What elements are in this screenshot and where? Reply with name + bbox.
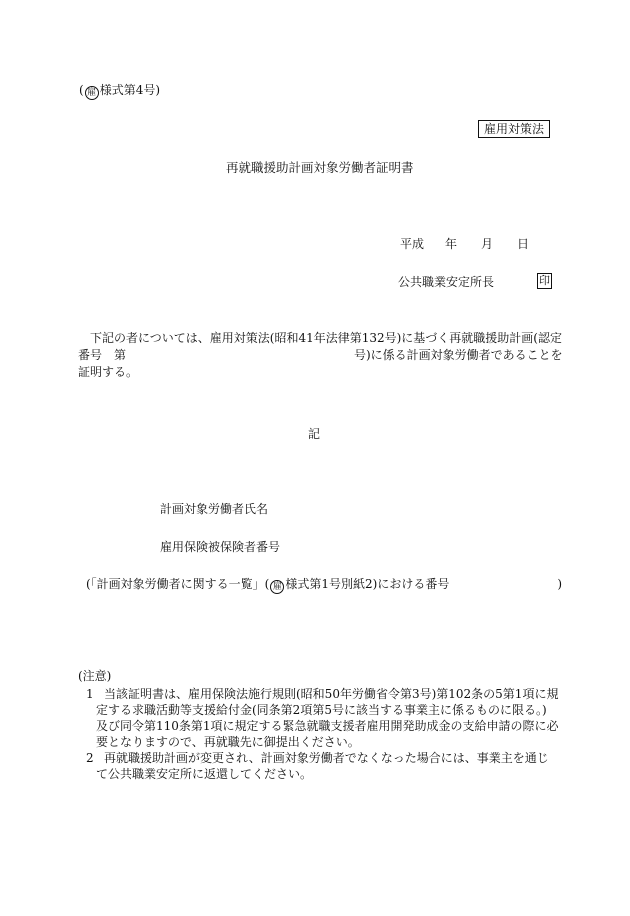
law-tag: 雇用対策法 (478, 120, 550, 138)
note-number: 2 (86, 751, 94, 765)
paragraph-line: 下記の者については、雇用対策法(昭和41年法律第132号)に基づく再就職援助計画(認定 (78, 331, 562, 345)
date-era: 平成 (400, 237, 425, 251)
paragraph-line: 証明する。 (78, 365, 139, 379)
notes-heading: (注意) (78, 669, 112, 683)
list-number-label (86, 576, 562, 594)
date-day: 日 (517, 237, 530, 251)
form-label-prefix: ( (79, 83, 84, 97)
certification-paragraph (78, 330, 563, 381)
note-item (86, 750, 550, 782)
form-label (79, 82, 160, 100)
list-number-prefix: (「計画対象労働者に関する一覧」( (86, 577, 270, 591)
note-line: 再就職援助計画が変更され、計画対象労働者でなくなった場合には、事業主を通じ (104, 751, 549, 765)
list-number-suffix: 様式第1号別紙2)における番号 ) (285, 577, 563, 591)
note-line: 定する求職活動等支援給付金(同条第2項第5号に該当する事業主に係るものに限る。) (96, 703, 547, 717)
worker-name-label: 計画対象労働者氏名 (160, 502, 269, 516)
seal-mark: 印 (539, 274, 550, 287)
note-line: 当該証明書は、雇用保険法施行規則(昭和50年労働省令第3号)第102条の5第1項に規 (104, 687, 559, 701)
date-month: 月 (481, 237, 494, 251)
insurance-number-label: 雇用保険被保険者番号 (160, 540, 281, 554)
form-label-suffix: 様式第4号) (99, 83, 161, 97)
note-line: て公共職業安定所に返還してください。 (96, 767, 313, 781)
document-title: 再就職援助計画対象労働者証明書 (226, 160, 414, 175)
note-item (86, 686, 559, 750)
issuer-name: 公共職業安定所長 (398, 275, 495, 289)
note-line: 及び同令第110条第1項に規定する緊急就職支援者雇用開発助成金の支給申請の際に必 (96, 719, 559, 733)
paragraph-line: 番号 第 号)に係る計画対象労働者であることを (78, 348, 563, 362)
circled-char-emblem: 雇 (85, 86, 99, 100)
ki-heading: 記 (308, 427, 321, 441)
note-number: 1 (86, 687, 94, 701)
circled-char-emblem: 雇 (270, 580, 284, 594)
date-year: 年 (445, 237, 458, 251)
note-line: 要となりますので、再就職先に御提出ください。 (96, 735, 360, 749)
